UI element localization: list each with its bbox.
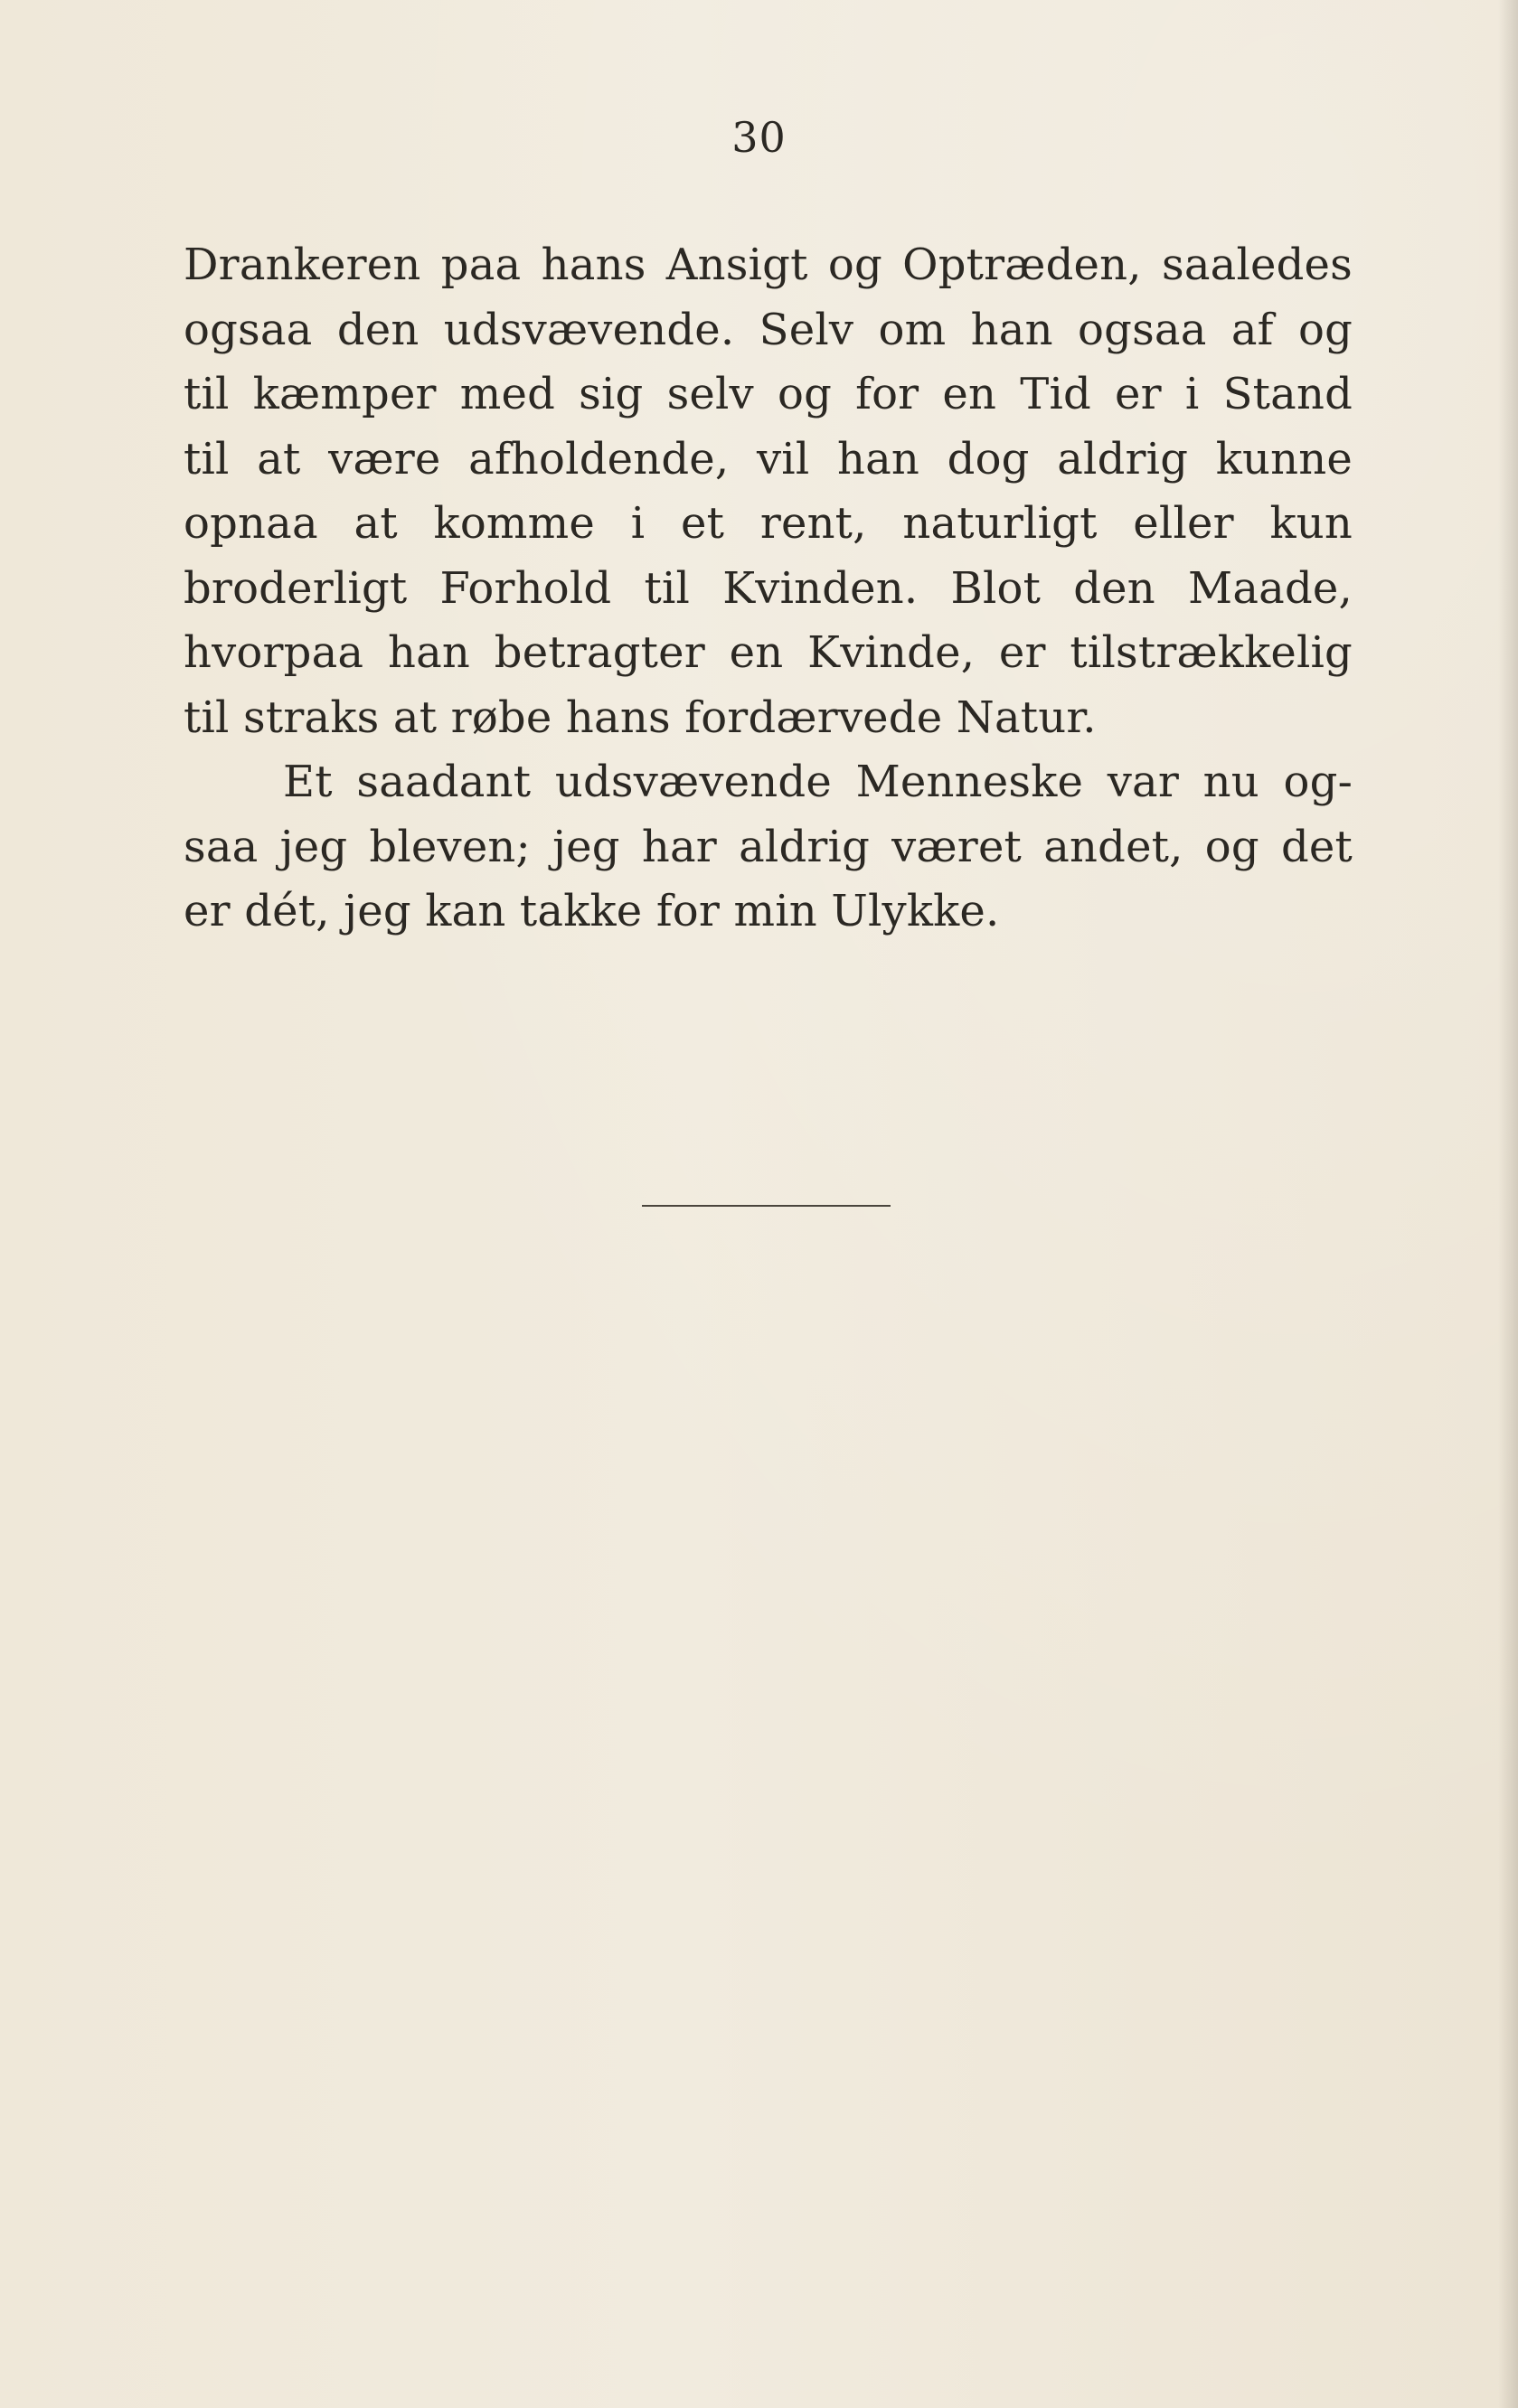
text-line: saa jeg bleven; jeg har aldrig været andet, og det: [184, 821, 1353, 872]
page-number: 30: [731, 113, 787, 162]
text-line: Drankeren paa hans Ansigt og Optræden, saaledes: [184, 240, 1353, 290]
text-line: Et saadant udsvævende Menneske var nu og-: [283, 757, 1353, 807]
text-line: til straks at røbe hans fordærvede Natur.: [184, 691, 1097, 743]
text-line: broderligt Forhold til Kvinden. Blot den Maade,: [184, 562, 1353, 614]
paragraph-2: [184, 750, 1353, 945]
text-line: ogsaa den udsvævende. Selv om han ogsaa af og: [184, 304, 1353, 355]
text-line: hvorpaa han betragter en Kvinde, er tilstrækkelig: [184, 627, 1353, 678]
text-line: til kæmper med sig selv og for en Tid er i Stand: [184, 369, 1353, 419]
text-line: er dét, jeg kan takke for min Ulykke.: [184, 886, 1000, 936]
section-divider: [642, 1205, 891, 1207]
text-line: opnaa at komme i et rent, naturligt eller kun: [184, 498, 1353, 549]
paragraph-1: [184, 233, 1353, 750]
body-text: [184, 233, 1353, 945]
page-edge-shadow: [1498, 0, 1518, 2408]
text-line: til at være afholdende, vil han dog aldrig kunne: [184, 433, 1353, 484]
